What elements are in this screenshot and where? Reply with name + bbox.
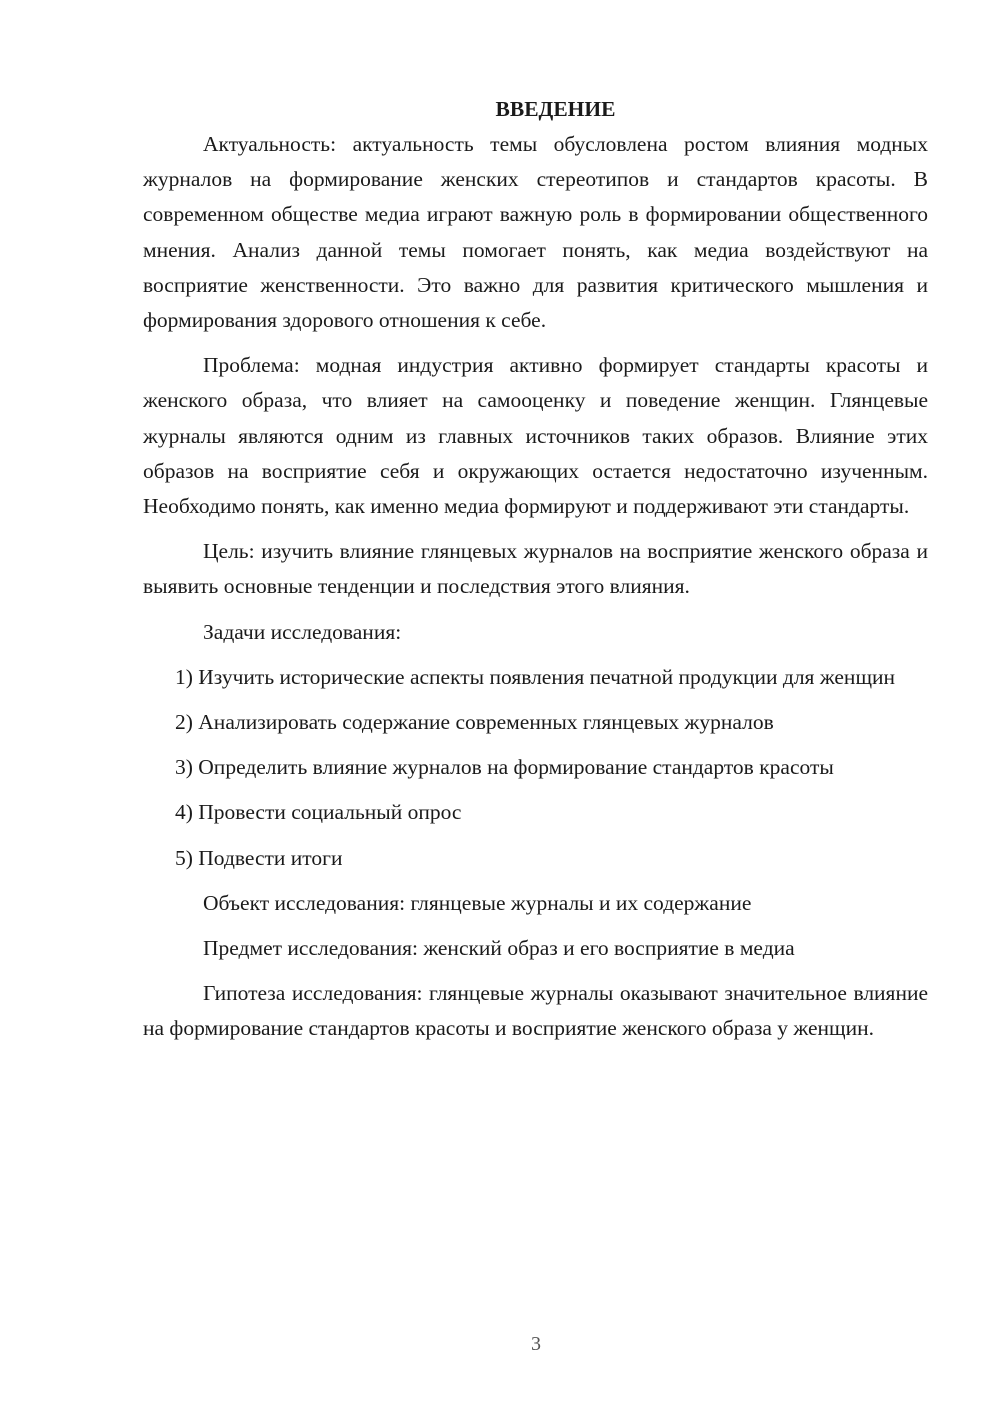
task-item: 3) Определить влияние журналов на формирование стандартов красоты <box>175 755 834 780</box>
page-number: 3 <box>531 1333 541 1355</box>
paragraph-hypothesis: Гипотеза исследования: глянцевые журналы оказывают значительное влияние на формирование стандартов красоты и восприятие женского образа у женщин. <box>143 981 928 1041</box>
paragraph-object: Объект исследования: глянцевые журналы и их содержание <box>203 890 752 915</box>
paragraph-problem: Проблема: модная индустрия активно формирует стандарты красоты и женского образа, что влияет на самооценку и поведение женщин. Глянцевые журналы являются одним из главных источников таких образов. Влияние этих образов на восприятие себя и окружающих остается недостаточно изученным. Необходимо понять, как именно медиа формируют и поддерживают эти стандарты. <box>143 353 928 519</box>
task-item: 4) Провести социальный опрос <box>175 800 462 825</box>
paragraph-goal: Цель: изучить влияние глянцевых журналов на восприятие женского образа и выявить основные тенденции и последствия этого влияния. <box>143 539 928 599</box>
paragraph-subject: Предмет исследования: женский образ и его восприятие в медиа <box>203 936 795 961</box>
paragraph-relevance: Актуальность: актуальность темы обусловлена ростом влияния модных журналов на формирование женских стереотипов и стандартов красоты. В современном обществе медиа играют важную роль в формировании общественного мнения. Анализ данной темы помогает понять, как медиа воздействуют на восприятие женственности. Это важно для развития критического мышления и формирования здорового отношения к себе. <box>143 132 928 333</box>
task-item: 5) Подвести итоги <box>175 845 343 870</box>
task-item: 1) Изучить исторические аспекты появления печатной продукции для женщин <box>175 664 896 689</box>
document-page <box>143 92 928 1057</box>
document-title: ВВЕДЕНИЕ <box>495 97 616 121</box>
task-item: 2) Анализировать содержание современных глянцевых журналов <box>175 710 774 735</box>
tasks-heading: Задачи исследования: <box>203 619 402 644</box>
